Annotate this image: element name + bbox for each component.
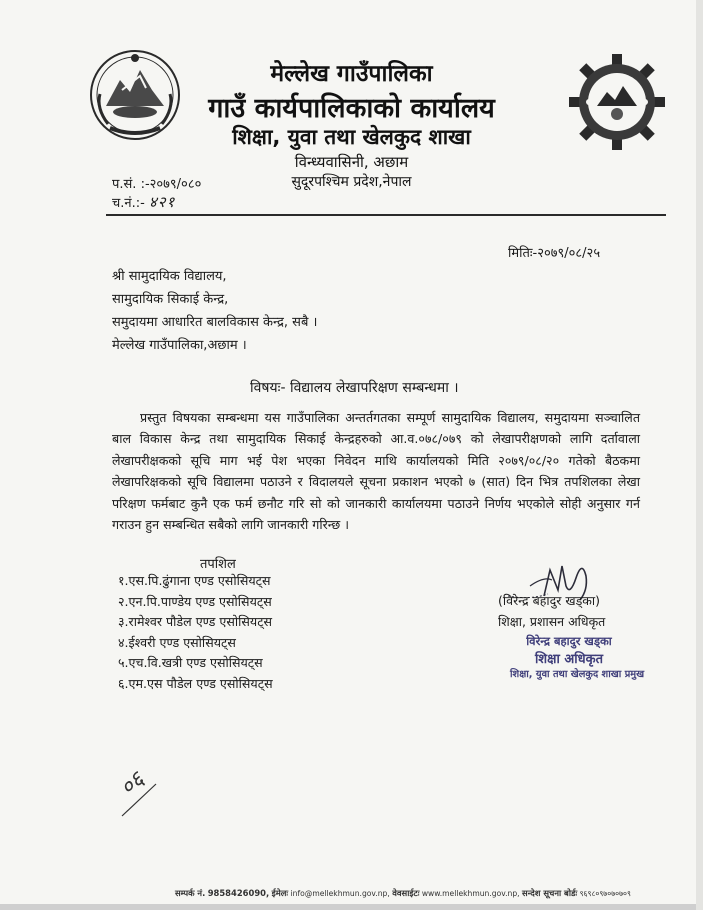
header-divider	[106, 214, 666, 216]
list-item: १.एस.पि.ढुंगाना एण्ड एसोसियट्स	[118, 573, 271, 588]
office-province: सुदूरपश्चिम प्रदेश,नेपाल	[291, 174, 412, 190]
reference-number: प.सं. :-२०७९/०८०	[112, 177, 202, 192]
list-title: तपशिल	[200, 557, 236, 572]
official-stamp	[510, 634, 645, 680]
list-item: ६.एम.एस पौडेल एण्ड एसोसियट्स	[118, 675, 273, 691]
office-location: विन्ध्यवासिनी, अछाम	[294, 153, 409, 171]
footer-board-label: सन्देश सूचना बोर्डः	[522, 888, 578, 898]
handwritten-underline-icon	[116, 776, 160, 820]
auditor-firm-list	[118, 571, 273, 694]
stamp-branch: शिक्षा, युवा तथा खेलकुद शाखा प्रमुख	[510, 669, 645, 680]
addressee-line: सामुदायिक सिकाई केन्द्र,	[112, 292, 229, 307]
footer-web-value: www.mellekhmun.gov.np,	[421, 889, 520, 898]
list-item: ५.एच.वि.खत्री एण्ड एसोसियट्स	[118, 655, 263, 670]
letter-date: मितिः-२०७९/०८/२५	[508, 246, 601, 261]
footer-email-label: ईमेलः	[271, 888, 289, 898]
letter-body: प्रस्तुत विषयका सम्बन्धमा यस गाउँपालिका अन्तर्तगतका सम्पूर्ण सामुदायिक विद्यालय, समुदायमा सञ्चालित बाल विकास केन्द्र तथा सामुदायिक सिकाई केन्द्रहरुको आ.व.०७८/०७९ को लेखापरीक्षणको लागि दर्तावाला लेखापरीक्षकको सूचि माग भई पेश भएका निवेदन माथि कार्यालयको मिति २०७९/०८/२० गतेको बैठकमा लेखापरिक्षकको सूचि विद्यालमा पठाउने र विदालयले सूचना प्रकाशन भएको ७ (सात) दिन भित्र तपशिलका लेखा परिक्षण फर्मबाट कुनै एक फर्म छनौट गरि सो को जानकारी कार्यालयमा पठाउने निर्णय भएकोले सोही अनुसार गर्न गराउन हुन सम्बन्धित सबैको लागि जानकारी गरिन्छ ।	[112, 410, 640, 533]
list-item: २.एन.पि.पाण्डेय एण्ड एसोसियट्स	[118, 593, 272, 609]
footer-email-value: info@mellekhmun.gov.np,	[290, 889, 390, 898]
footer-contact	[175, 888, 631, 899]
office-name: गाउँ कार्यपालिकाको कार्यालय	[208, 93, 495, 124]
branch-name: शिक्षा, युवा तथा खेलकुद शाखा	[232, 125, 471, 149]
dispatch-label: च.नं.:-	[112, 196, 145, 211]
list-item: ४.ईश्वरी एण्ड एसोसियट्स	[118, 634, 236, 650]
stamp-title: शिक्षा अधिकृत	[534, 652, 604, 667]
addressee-line: समुदायमा आधारित बालविकास केन्द्र, सबै ।	[112, 315, 318, 330]
scan-bottom-edge	[0, 904, 703, 910]
handwritten-note: ०६	[115, 767, 150, 802]
list-item: ३.रामेश्वर पौडेल एण्ड एसोसियट्स	[118, 614, 273, 629]
dispatch-number: ४२१	[148, 193, 176, 211]
footer-contact-label: सम्पर्क नं.	[175, 888, 206, 898]
scan-right-edge	[696, 0, 703, 910]
addressee-line: श्री सामुदायिक विद्यालय,	[112, 269, 227, 284]
signatory-name: (विरेन्द्र बहादुर खड्का)	[498, 593, 601, 608]
footer-board-value: ९६९८०९७०७०७०९	[579, 889, 631, 898]
footer-contact-value: 9858426090,	[207, 888, 270, 898]
dispatch-number-row	[112, 192, 175, 212]
footer-web-label: वेवसाईटः	[392, 888, 420, 898]
municipality-name: मेल्लेख गाउँपालिका	[270, 61, 433, 87]
signatory-role: शिक्षा, प्रशासन अधिकृत	[498, 614, 606, 629]
letter-subject: विषयः- विद्यालय लेखापरिक्षण सम्बन्धमा ।	[250, 380, 459, 396]
addressee-line: मेल्लेख गाउँपालिका,अछाम ।	[112, 338, 247, 353]
stamp-name: विरेन्द्र बहादुर खड्का	[526, 634, 612, 648]
